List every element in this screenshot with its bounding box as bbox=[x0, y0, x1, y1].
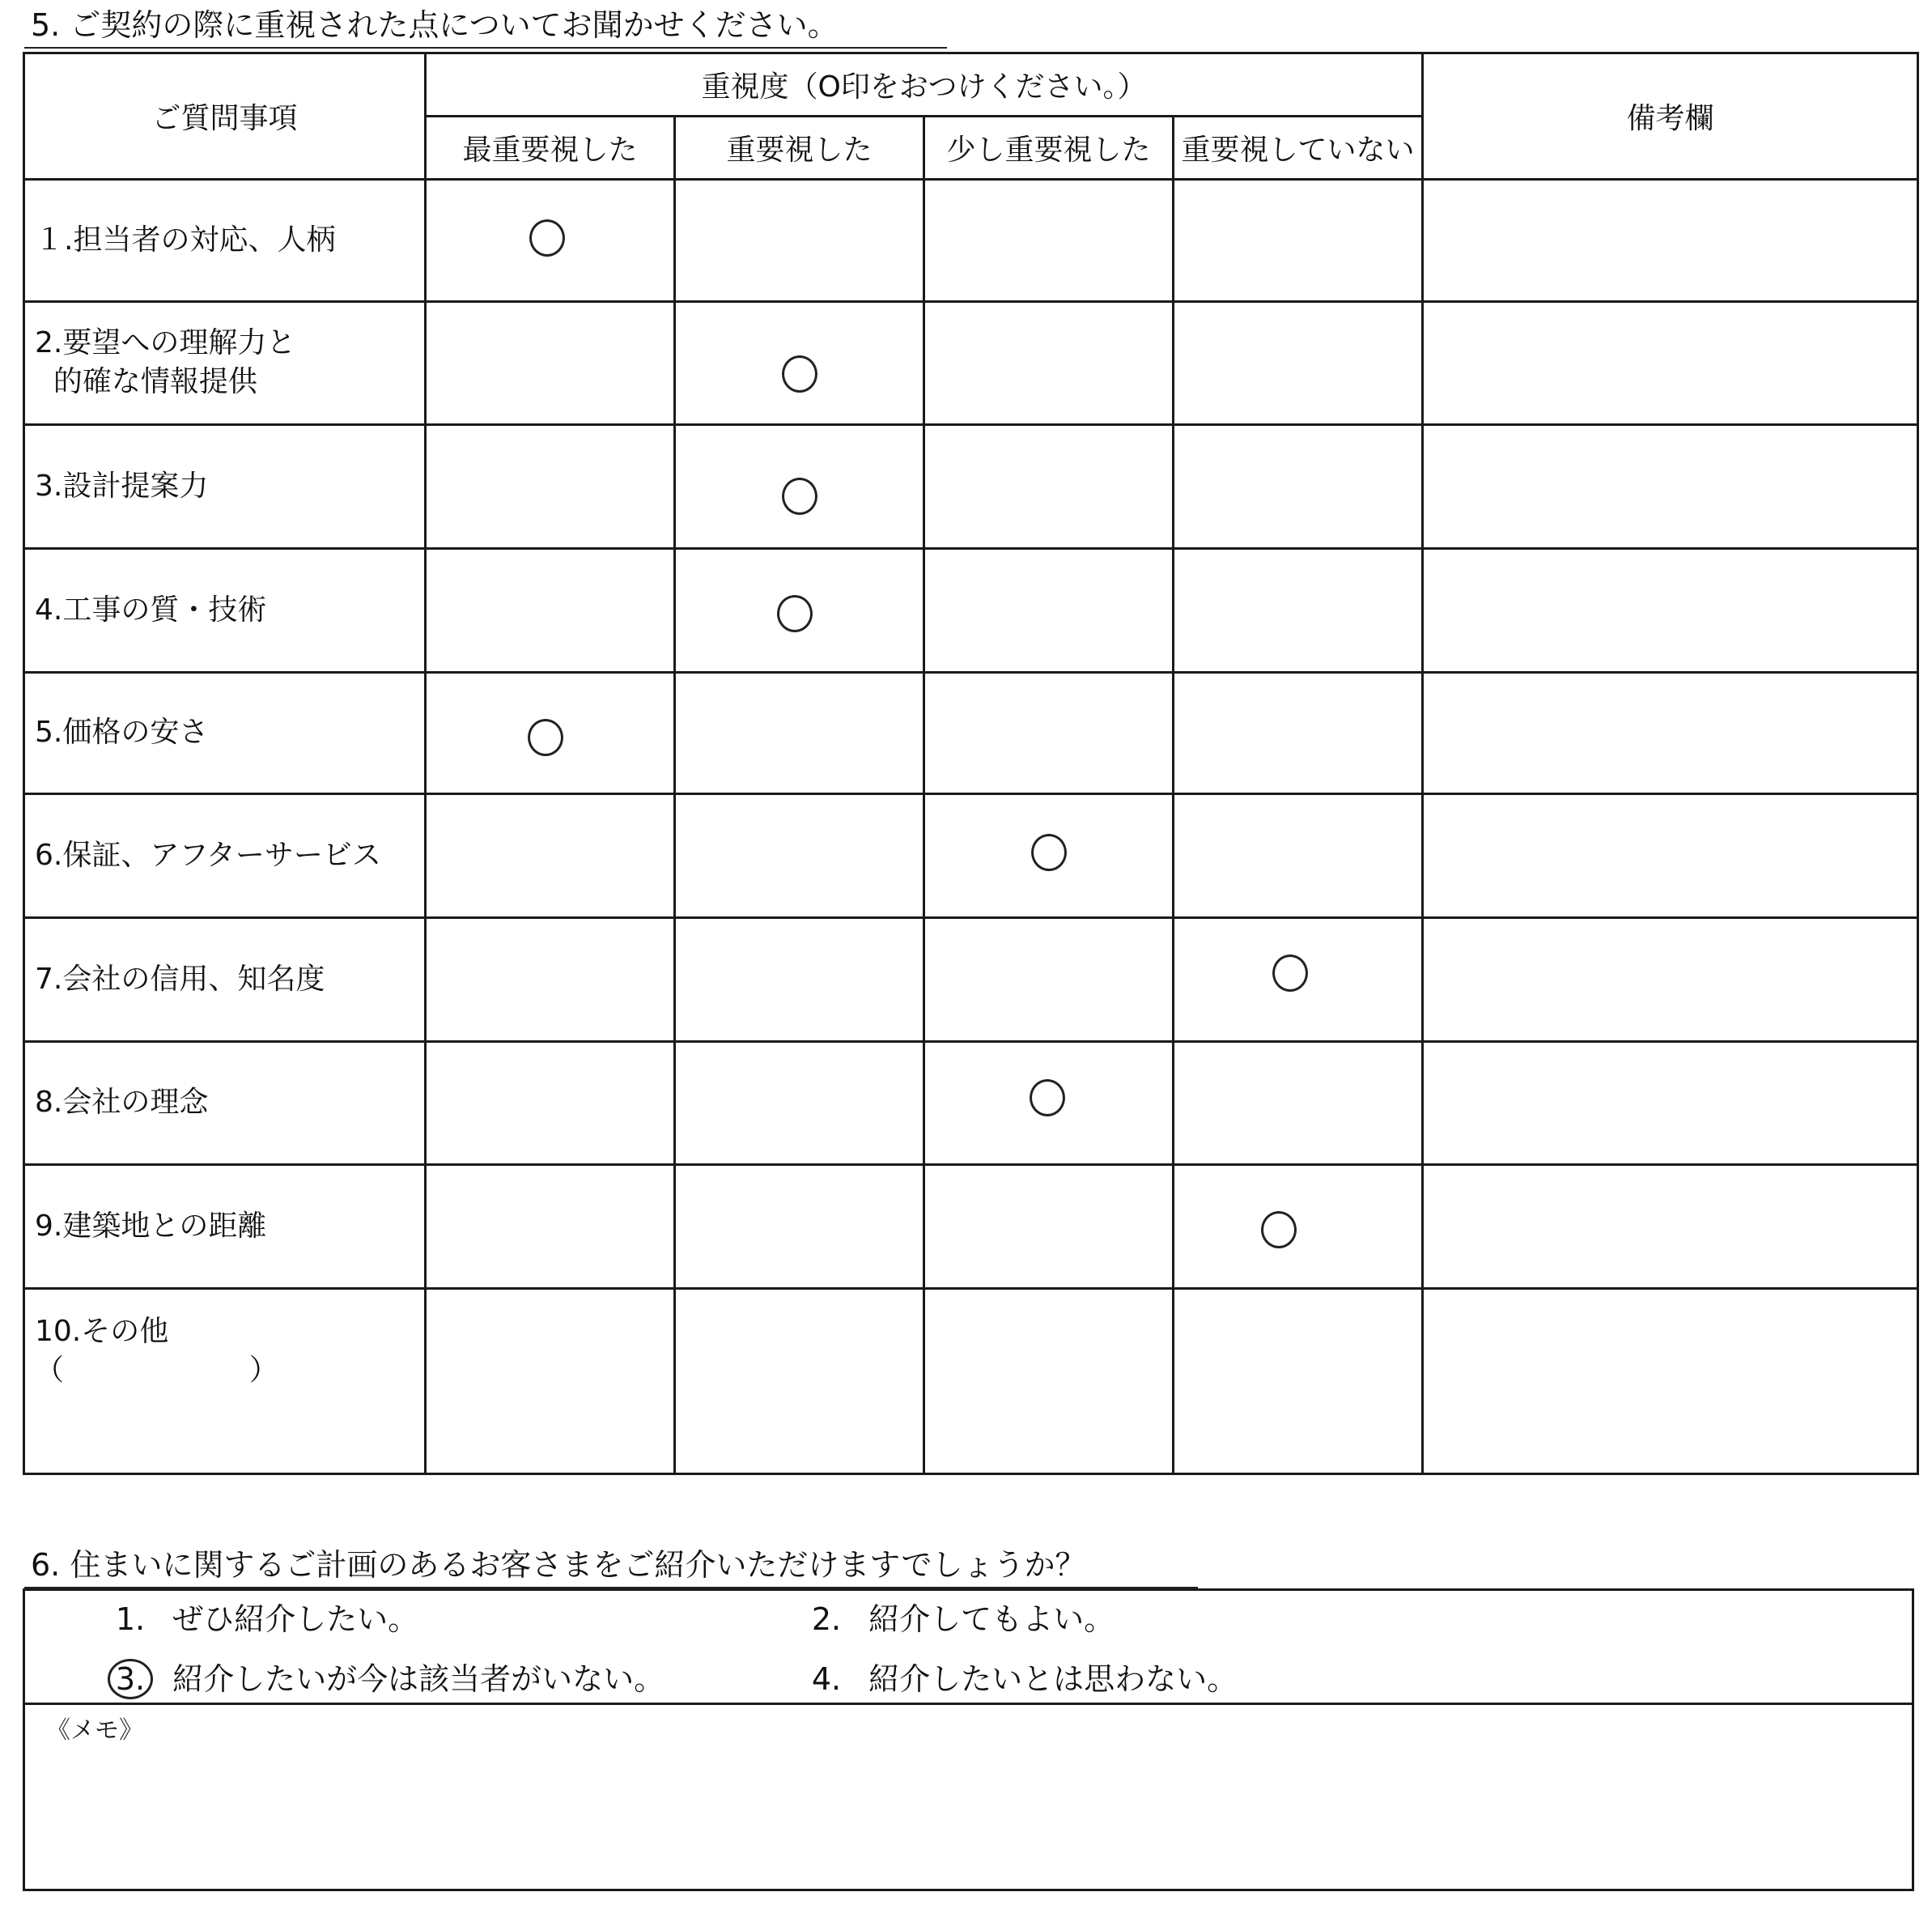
remarks-cell[interactable] bbox=[1423, 794, 1918, 918]
question-label: １.担当者の対応、人柄 bbox=[35, 223, 336, 257]
referral-options-box bbox=[23, 1588, 1914, 1705]
question-row bbox=[24, 672, 1918, 794]
importance-choice-cell[interactable] bbox=[426, 1041, 675, 1165]
remarks-cell[interactable] bbox=[1423, 180, 1918, 302]
question-label-cell bbox=[24, 1288, 426, 1473]
remarks-cell[interactable] bbox=[1423, 1288, 1918, 1473]
referral-option-3[interactable] bbox=[98, 1659, 665, 1699]
memo-box[interactable] bbox=[23, 1705, 1914, 1891]
header-level-not-important: 重要視していない bbox=[1174, 117, 1423, 180]
question-row bbox=[24, 1165, 1918, 1289]
header-level-somewhat-important: 少し重要視した bbox=[924, 117, 1174, 180]
remarks-cell[interactable] bbox=[1423, 1041, 1918, 1165]
importance-choice-cell[interactable] bbox=[675, 794, 924, 918]
question-label-cell bbox=[24, 1041, 426, 1165]
question-label-cell bbox=[24, 917, 426, 1041]
question-row bbox=[24, 180, 1918, 302]
question-label-cell bbox=[24, 180, 426, 302]
option-number: 2. bbox=[811, 1601, 842, 1637]
memo-label: 《メモ》 bbox=[46, 1716, 143, 1745]
importance-choice-cell[interactable] bbox=[924, 548, 1174, 672]
referral-option-1[interactable] bbox=[98, 1599, 418, 1639]
remarks-cell[interactable] bbox=[1423, 548, 1918, 672]
importance-choice-cell[interactable] bbox=[426, 794, 675, 918]
question-row bbox=[24, 1288, 1918, 1473]
importance-choice-cell[interactable] bbox=[675, 425, 924, 549]
importance-choice-cell[interactable] bbox=[426, 672, 675, 794]
importance-choice-cell[interactable] bbox=[426, 1288, 675, 1473]
importance-choice-cell[interactable] bbox=[426, 301, 675, 425]
remarks-cell[interactable] bbox=[1423, 425, 1918, 549]
importance-choice-cell[interactable] bbox=[675, 180, 924, 302]
question-label: 2.要望への理解力と 的確な情報提供 bbox=[35, 326, 296, 399]
question-label-cell bbox=[24, 794, 426, 918]
importance-choice-cell[interactable] bbox=[924, 180, 1174, 302]
question-label-cell bbox=[24, 301, 426, 425]
referral-option-4[interactable] bbox=[794, 1659, 1238, 1699]
remarks-cell[interactable] bbox=[1423, 1165, 1918, 1289]
importance-choice-cell[interactable] bbox=[1174, 1288, 1423, 1473]
option-text: 紹介したいとは思わない。 bbox=[868, 1661, 1238, 1697]
remarks-cell[interactable] bbox=[1423, 672, 1918, 794]
importance-choice-cell[interactable] bbox=[426, 425, 675, 549]
importance-choice-cell[interactable] bbox=[924, 1041, 1174, 1165]
importance-choice-cell[interactable] bbox=[675, 917, 924, 1041]
importance-choice-cell[interactable] bbox=[924, 425, 1174, 549]
header-level-important: 重要視した bbox=[675, 117, 924, 180]
importance-choice-cell[interactable] bbox=[675, 1288, 924, 1473]
importance-choice-cell[interactable] bbox=[1174, 917, 1423, 1041]
referral-option-2[interactable] bbox=[794, 1599, 1115, 1639]
circle-mark-icon bbox=[1261, 1211, 1297, 1248]
importance-choice-cell[interactable] bbox=[675, 548, 924, 672]
question-label: 5.価格の安さ bbox=[35, 716, 209, 750]
question-row bbox=[24, 548, 1918, 672]
circle-mark-icon bbox=[1031, 834, 1067, 871]
circle-mark-icon bbox=[1272, 954, 1308, 992]
question-5-underline bbox=[24, 47, 947, 49]
header-question: ご質問事項 bbox=[24, 53, 426, 180]
importance-choice-cell[interactable] bbox=[1174, 548, 1423, 672]
importance-choice-cell[interactable] bbox=[426, 180, 675, 302]
importance-choice-cell[interactable] bbox=[1174, 672, 1423, 794]
option-text: ぜひ紹介したい。 bbox=[172, 1601, 419, 1637]
remarks-cell[interactable] bbox=[1423, 301, 1918, 425]
importance-choice-cell[interactable] bbox=[426, 548, 675, 672]
question-label: 10.その他 （ ） bbox=[35, 1314, 278, 1387]
importance-choice-cell[interactable] bbox=[1174, 1041, 1423, 1165]
question-row bbox=[24, 794, 1918, 918]
question-label: 7.会社の信用、知名度 bbox=[35, 962, 325, 996]
question-6-title: 6. 住まいに関するご計画のあるお客さまをご紹介いただけますでしょうか？ bbox=[31, 1547, 1086, 1583]
option-number: 1. bbox=[115, 1601, 146, 1637]
circle-mark-icon bbox=[1030, 1079, 1065, 1116]
circle-mark-icon bbox=[777, 595, 813, 632]
importance-choice-cell[interactable] bbox=[1174, 425, 1423, 549]
question-label: 4.工事の質・技術 bbox=[35, 593, 267, 627]
question-row bbox=[24, 301, 1918, 425]
question-label-cell bbox=[24, 425, 426, 549]
question-label: 3.設計提案力 bbox=[35, 470, 209, 504]
importance-choice-cell[interactable] bbox=[675, 301, 924, 425]
question-label: 9.建築地との距離 bbox=[35, 1210, 267, 1244]
question-label-cell bbox=[24, 672, 426, 794]
question-row bbox=[24, 425, 1918, 549]
question-row bbox=[24, 917, 1918, 1041]
circle-mark-icon bbox=[782, 355, 817, 393]
importance-choice-cell[interactable] bbox=[426, 917, 675, 1041]
importance-choice-cell[interactable] bbox=[675, 672, 924, 794]
question-label-cell bbox=[24, 1165, 426, 1289]
header-importance: 重視度（O印をおつけください。） bbox=[426, 53, 1423, 117]
question-label: 8.会社の理念 bbox=[35, 1086, 209, 1120]
importance-choice-cell[interactable] bbox=[924, 1165, 1174, 1289]
importance-survey-table bbox=[23, 52, 1919, 1475]
option-text: 紹介したいが今は該当者がいない。 bbox=[172, 1661, 665, 1697]
importance-choice-cell[interactable] bbox=[1174, 794, 1423, 918]
option-number-circled: 3. bbox=[108, 1659, 153, 1699]
option-text: 紹介してもよい。 bbox=[868, 1601, 1115, 1637]
header-remarks: 備考欄 bbox=[1423, 53, 1918, 180]
importance-choice-cell[interactable] bbox=[924, 1288, 1174, 1473]
circle-mark-icon bbox=[529, 219, 565, 257]
question-5-title: 5. ご契約の際に重視された点についてお聞かせください。 bbox=[31, 7, 839, 43]
importance-choice-cell[interactable] bbox=[924, 794, 1174, 918]
circle-mark-icon bbox=[782, 478, 817, 515]
question-row bbox=[24, 1041, 1918, 1165]
question-label: 6.保証、アフターサービス bbox=[35, 839, 381, 873]
importance-choice-cell[interactable] bbox=[426, 1165, 675, 1289]
option-number: 4. bbox=[811, 1661, 842, 1697]
circle-mark-icon bbox=[528, 719, 563, 756]
importance-choice-cell[interactable] bbox=[1174, 180, 1423, 302]
remarks-cell[interactable] bbox=[1423, 917, 1918, 1041]
importance-choice-cell[interactable] bbox=[924, 672, 1174, 794]
header-level-most-important: 最重要視した bbox=[426, 117, 675, 180]
importance-choice-cell[interactable] bbox=[924, 301, 1174, 425]
importance-choice-cell[interactable] bbox=[1174, 301, 1423, 425]
importance-choice-cell[interactable] bbox=[675, 1041, 924, 1165]
question-label-cell bbox=[24, 548, 426, 672]
importance-choice-cell[interactable] bbox=[924, 917, 1174, 1041]
importance-choice-cell[interactable] bbox=[1174, 1165, 1423, 1289]
importance-choice-cell[interactable] bbox=[675, 1165, 924, 1289]
